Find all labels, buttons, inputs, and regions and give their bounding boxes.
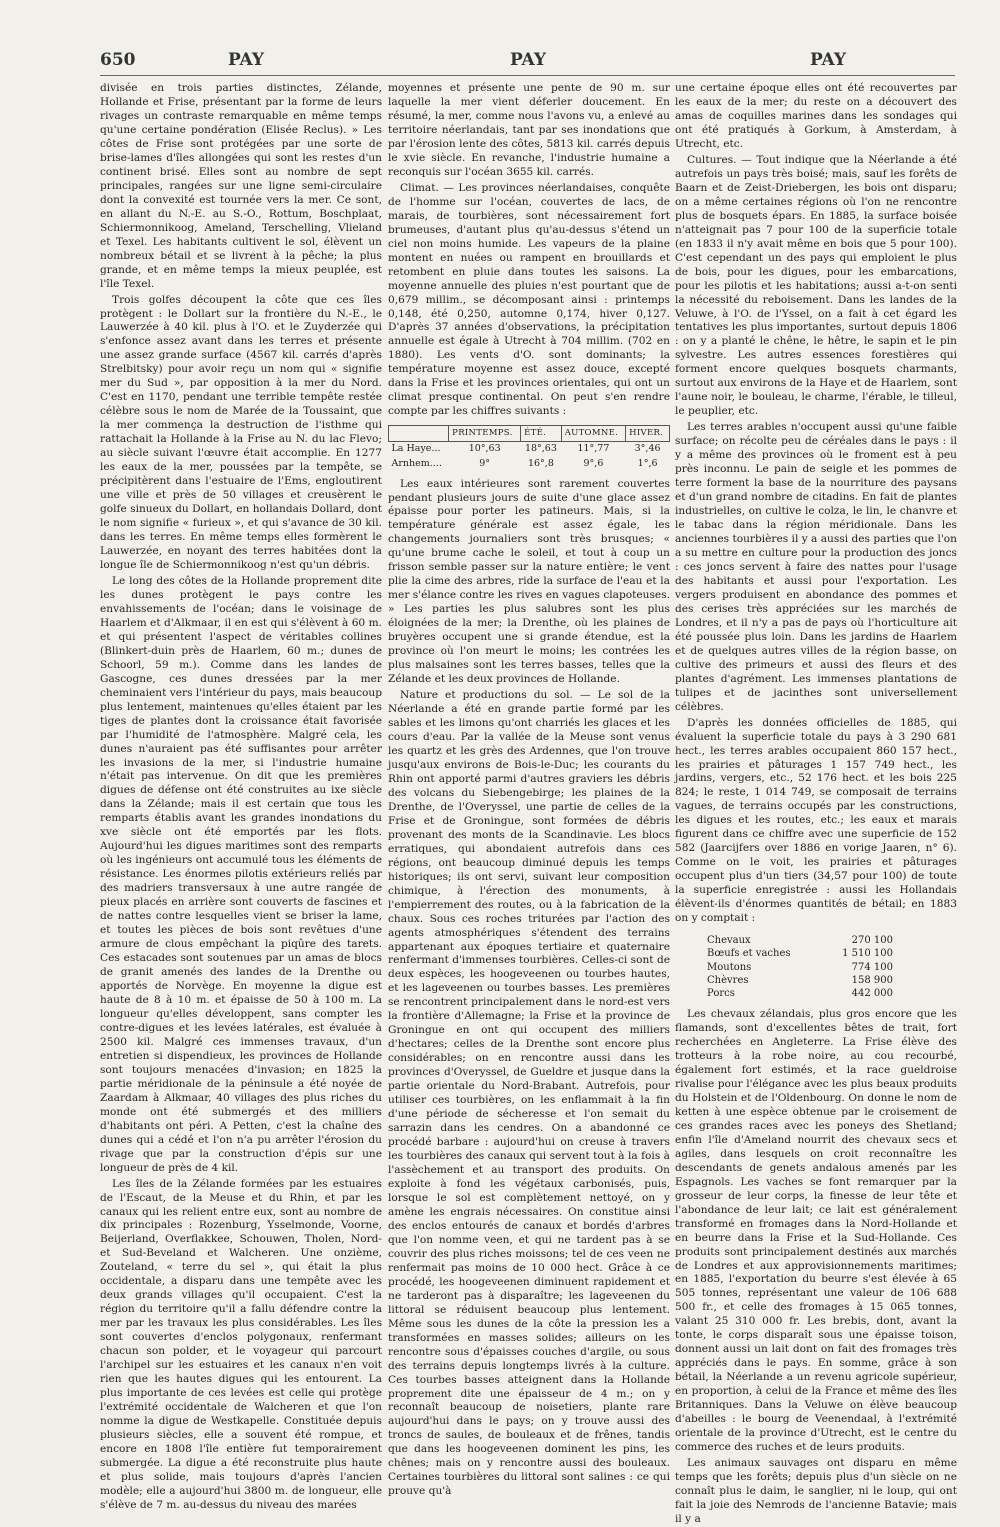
column-center <box>388 82 670 1498</box>
table-row <box>705 934 895 947</box>
running-head-center: PAY <box>510 50 547 70</box>
paragraph: Cultures. — Tout indique que la Néerlande a été autrefois un pays très boisé; mais, sauf les forêts de Baarn et de Zeist-Driebergen, les bois ont disparu; on a même certaines régions où l'on ne rencontre plus de bosquets épars. En 1885, la surface boisée n'atteignait pas 7 pour 100 de la superficie totale (en 1833 il n'y avait même en bois que 5 pour 100). C'est cependant un des pays qui emploient le plus de bois, pour les digues, pour les embarcations, pour les pilotis et les habitations; aussi a-t-on senti la nécessité du reboisement. Dans les landes de la Veluwe, à l'O. de l'Yssel, on a fait à cet égard les tentatives les plus importantes, surtout depuis 1806 : on y a planté le chêne, le hêtre, le sapin et le pin sylvestre. Les autres essences forestières qui forment encore quelques bosquets charmants, surtout aux environs de la Haye et de Haarlem, sont l'aune noir, le bouleau, le charme, l'érable, le tilleul, le peuplier, etc. <box>675 153 957 418</box>
paragraph: moyennes et présente une pente de 90 m. sur laquelle la mer vient déferler doucement. En résumé, la mer, comme nous l'avons vu, a enlevé au territoire néerlandais, tant par ses inondations que par l'érosion lente des côtes, 5813 kil. carrés depuis le xvie siècle. En revanche, l'industrie humaine a reconquis sur l'océan 3655 kil. carrés. <box>388 82 670 178</box>
table-header-cell: PRINTEMPS. <box>449 426 521 442</box>
column-right <box>675 82 957 1525</box>
temperature-table <box>388 425 670 471</box>
table-cell: Bœufs et vaches <box>707 948 791 960</box>
paragraph: Climat. — Les provinces néerlandaises, conquête de l'homme sur l'océan, couvertes de lacs, de marais, de tourbières, sont nécessairement fort brumeuses, d'autant plus qu'au-dessus s'étend un ciel non moins humide. Les vapeurs de la plaine montent en nuées ou rampent en brouillards et retombent en pluie dans toutes les saisons. La moyenne annuelle des pluies n'est pourtant que de 0,679 millim., se décomposant ainsi : printemps 0,148, été 0,250, automne 0,174, hiver 0,127. D'après 37 années d'observations, la précipitation annuelle est égale à Utrecht à 704 millim. (702 en 1880). Les vents d'O. sont dominants; la température moyenne est assez douce, excepté dans la Frise et les provinces orientales, qui ont un climat presque continental. On peut s'en rendre compte par les chiffres suivants : <box>388 181 670 418</box>
paragraph: divisée en trois parties distinctes, Zélande, Hollande et Frise, présentant par la forme de leurs rivages un contraste remarquable en même temps qu'une certaine pondération (Elisée Reclus). » Les côtes de Frise sont protégées par une sorte de brise-lames d'îles allongées qui sont les restes d'un continent brisé. Elles sont au nombre de sept principales, rangées sur une ligne semi-circulaire dont la convexité est tournée vers la mer. Ce sont, en allant du N.-E. au S.-O., Rottum, Boschplaat, Schiermonnikoog, Ameland, Terschelling, Vlieland et Texel. Les habitants cultivent le sol, élèvent un nombreux bétail et se livrent à la pêche; la plus grande, et en même temps la mieux peuplée, est l'île Texel. <box>100 82 382 290</box>
table-header-cell: HIVER. <box>626 426 670 442</box>
livestock-table <box>705 934 895 1000</box>
table-cell: Arnhem.... <box>391 458 442 469</box>
table-cell: 11°,77 <box>577 443 610 455</box>
table-cell: La Haye... <box>391 443 441 455</box>
table-cell: 16°,8 <box>527 458 554 469</box>
running-head-left: PAY <box>228 50 265 70</box>
paragraph: une certaine époque elles ont été recouvertes par les eaux de la mer; du reste on a découvert des amas de coquilles marines dans les sondages qui ont été pratiqués à Gorkum, à Amsterdam, à Utrecht, etc. <box>675 82 957 150</box>
paragraph: Les îles de la Zélande formées par les estuaires de l'Escaut, de la Meuse et du Rhin, et par les canaux qui les relient entre eux, sont au nombre de dix principales : Rozenburg, Ysselmonde, Voorne, Beijerland, Overflakkee, Schouwen, Tholen, Nord- et Sud-Beveland et Walcheren. Une onzième, Zouteland, « terre du sel », qui était la plus occidentale, a disparu dans une tempête avec les deux grands villages qu'il occupaient. C'est la région du territoire qu'il a fallu défendre contre la mer par les travaux les plus considérables. Les îles sont couvertes d'enclos polygonaux, renfermant chacun son polder, et le voyageur qui parcourt l'archipel sur les estuaires et les canaux n'en voit rien que les hautes digues qui les entourent. La plus importante de ces levées est celle qui protège l'extrémité occidentale de Walcheren et que l'on nomme la digue de Westkapelle. Constituée depuis plusieurs siècles, elle a souvent été rompue, et encore en 1808 l'île entière fut temporairement submergée. La digue a été reconstruite plus haute et plus solide, mais toujours d'après l'ancien modèle; elle a aujourd'hui 3800 m. de longueur, elle s'élève de 7 m. au-dessus du niveau des marées <box>100 1177 382 1511</box>
paragraph: Les chevaux zélandais, plus gros encore que les flamands, sont d'excellentes bêtes de trait, fort recherchées en Angleterre. La Frise élève des trotteurs à la robe noire, au cou recourbé, également fort estimés, et la race gueldroise rivalise pour l'élégance avec les plus beaux produits du Holstein et de l'Oldenbourg. On donne le nom de ketten à une espèce obtenue par le croisement de ces grandes races avec les poneys des Shetland; enfin l'île d'Ameland nourrit des chevaux secs et agiles, dans lesquels on croit reconnaître les descendants de genets andalous amenés par les Espagnols. Les vaches se font remarquer par la grosseur de leur corps, la finesse de leur tête et l'abondance de leur lait; ce lait est généralement transformé en fromages dans la Nord-Hollande et en beurre dans la Frise et la Sud-Hollande. Ces produits sont principalement destinés aux marchés de Londres et aux approvisionnements maritimes; en 1885, l'exportation du beurre s'est élevée à 65 505 tonnes, représentant une valeur de 106 688 500 fr., et celle des fromages à 15 065 tonnes, valant 25 310 000 fr. Les brebis, dont, avant la tonte, le corps disparaît sous une épaisse toison, donnent aussi un lait dont on fait des fromages très appréciés dans le pays. En somme, grâce à son bétail, la Néerlande a un revenu agricole supérieur, en proportion, à celui de la France et même des îles Britanniques. Dans la Veluwe on élève beaucoup d'abeilles : le bourg de Veenendaal, à l'extrémité orientale de la province d'Utrecht, est le centre du commerce des ruches et de leurs produits. <box>675 1008 957 1454</box>
table-cell: 3°,46 <box>634 443 661 455</box>
running-head-right: PAY <box>810 50 847 70</box>
paragraph: Les terres arables n'occupent aussi qu'une faible surface; on récolte peu de céréales dans le pays : il y a même des provinces où le froment est à peu près inconnu. Le pain de seigle et les pommes de terre forment la base de la nourriture des paysans et d'un grand nombre de citadins. En fait de plantes industrielles, on cultive le colza, le lin, le chanvre et le tabac dans la région méridionale. Dans les anciennes tourbières il y a aussi des parties que l'on a su mettre en culture pour la production des joncs : ces joncs servent à faire des nattes pour l'usage des habitants et aussi pour l'exportation. Les vergers produisent en abondance des pommes et des cerises très appréciées sur les marchés de Londres, et il n'y a pas de pays où l'horticulture ait été poussée plus loin. Dans les jardins de Haarlem et de quelques autres villes de la région basse, on cultive des primeurs et aussi des fleurs et des plantes d'agrément. Les immenses plantations de tulipes et de jacinthes sont universellement célèbres. <box>675 421 957 713</box>
table-cell: 270 100 <box>851 935 893 947</box>
table-cell: 9°,6 <box>583 458 604 469</box>
paragraph: D'après les données officielles de 1885, qui évaluent la superficie totale du pays à 3 290 681 hect., les terres arables occupaient 860 157 hect., les prairies et pâturages 1 157 749 hect., les jardins, vergers, etc., 52 176 hect. et les bois 225 824; le reste, 1 014 749, se composait de terrains vagues, de terrains occupés par les constructions, les digues et les routes, etc.; les eaux et marais figurent dans ce chiffre avec une superficie de 152 582 (Jaarcijfers over 1886 en vorige Jaaren, n° 6). Comme on le voit, les prairies et pâturages occupent plus d'un tiers (34,57 pour 100) de toute la superficie enregistrée : aussi les Hollandais élèvent-ils d'énormes quantités de bétail; en 1883 on y comptait : <box>675 716 957 925</box>
table-header-cell: ÉTÉ. <box>521 426 562 442</box>
table-row <box>389 457 670 472</box>
table-cell: 10°,63 <box>468 443 501 455</box>
table-row <box>705 987 895 1000</box>
table-header-cell <box>389 426 449 442</box>
paragraph: Les eaux intérieures sont rarement couvertes pendant plusieurs jours de suite d'une glace assez épaisse pour porter les patineurs. Mais, si la température générale est assez égale, les changements journaliers sont très brusques; « qu'une brume cache le soleil, et tout à coup un frisson semble passer sur la nature entière; le vent plie la cime des arbres, ride la surface de l'eau et la mer s'élance contre les rives en vagues clapoteuses. » Les parties les plus salubres sont les plus éloignées de la mer; la Drenthe, où les plaines de bruyères occupent une si grande étendue, est la province où l'on meurt le moins; les contrées les plus malsaines sont les terres basses, telles que la Zélande et les deux provinces de Hollande. <box>388 477 670 686</box>
table-row <box>705 974 895 987</box>
paragraph: Le long des côtes de la Hollande proprement dite les dunes protègent le pays contre les envahissements de l'océan; dans le voisinage de Haarlem et d'Alkmaar, il en est qui s'élèvent à 60 m. et qui présentent l'aspect de véritables collines (Blinkert-duin près de Haarlem, 60 m.; dunes de Schoorl, 59 m.). Comme dans les landes de Gascogne, ces dunes dressées par la mer cheminaient vers l'intérieur du pays, mais beaucoup plus lentement, maintenues qu'elles étaient par les tiges de plantes dont la croissance était favorisée par l'humidité de l'atmosphère. Malgré cela, les dunes n'auraient pas été suffisantes pour arrêter les invasions de la mer, si l'industrie humaine n'était pas intervenue. On dit que les premières digues de défense ont été construites au ixe siècle dans la Zélande; mais il est certain que tous les remparts établis avant les grandes inondations du xve siècle ont été emportés par les flots. Aujourd'hui les digues maritimes sont des remparts où les ingénieurs ont accumulé tous les éléments de résistance. Les énormes pilotis extérieurs reliés par des madriers transversaux à une autre rangée de pieux placés en arrière sont couverts de fascines et de nattes contre lesquelles vient se briser la lame, et toutes les pièces de bois sont revêtues d'une armure de clous empêchant la piqûre des tarets. Ces estacades sont soutenues par un amas de blocs de granit amenés des landes de la Drenthe ou apportés de Norvège. En moyenne la digue est haute de 8 à 10 m. et épaisse de 50 à 100 m. La longueur qu'elles développent, sans compter les contre-digues et les levées latérales, est évaluée à 2500 kil. Malgré ces immenses travaux, d'un entretien si dispendieux, les provinces de Hollande sont toujours menacées d'invasion; en 1825 la partie méridionale de la péninsule a été noyée de Zaardam à Alkmaar, 40 villages des plus riches du monde ont été submergés et des milliers d'habitants ont péri. A Petten, c'est la chaîne des dunes qui a cédé et l'on n'a pu arrêter l'érosion du rivage que par la construction d'épis sur une longueur de près de 4 kil. <box>100 574 382 1174</box>
header-rule <box>100 75 955 76</box>
table-row <box>705 947 895 960</box>
column-left <box>100 82 382 1511</box>
table-header-row <box>389 426 670 442</box>
table-row <box>705 961 895 974</box>
table-cell: 774 100 <box>851 961 893 973</box>
table-cell: Chèvres <box>707 974 749 986</box>
table-row <box>389 442 670 457</box>
table-cell: 158 900 <box>851 974 893 986</box>
table-cell: Chevaux <box>707 935 751 947</box>
paragraph: Trois golfes découpent la côte que ces îles protègent : le Dollart sur la frontière du N.-E., le Lauwerzée à 40 kil. plus à l'O. et le Zuyderzée qui s'enfonce assez avant dans les terres et présente une assez grande surface (4567 kil. carrés d'après Strelbitsky) pour avoir reçu un nom qui « signifie mer du Sud », par opposition à la mer du Nord. C'est en 1170, pendant une terrible tempête restée célèbre sous le nom de Marée de la Toussaint, que la mer commença la destruction de l'isthme qui rattachait la Hollande à la Frise au N. du lac Flevo; au siècle suivant l'œuvre était accomplie. En 1277 les eaux de la mer, poussées par la tempête, se précipitèrent dans l'estuaire de l'Ems, engloutirent une ville et près de 50 villages et creusèrent le golfe sinueux du Dollart, en hollandais Dollard, dont le nom signifie « furieux », et qui s'avance de 30 kil. dans les terres. En même temps elles formèrent le Lauwerzée, en noyant des terres habitées dont la longue île de Schiermonnikoog n'est qu'un débris. <box>100 293 382 571</box>
table-cell: 18°,63 <box>524 443 557 455</box>
page-number: 650 <box>100 50 136 70</box>
table-cell: 442 000 <box>851 987 893 999</box>
table-cell: Porcs <box>707 987 735 999</box>
paragraph: Nature et productions du sol. — Le sol de la Néerlande a été en grande partie formé par les sables et les limons qu'ont charriés les glaces et les cours d'eau. Par la vallée de la Meuse sont venus les quartz et les grès des Ardennes, que l'on trouve jusqu'aux environs de Bois-le-Duc; les courants du Rhin ont apporté parmi d'autres graviers les débris des volcans du Siebengebirge; les plaines de la Drenthe, de l'Overyssel, une partie de celles de la Frise et de Groningue, sont formées de débris provenant des monts de la Scandinavie. Les blocs erratiques, qui abondaient autrefois dans ces régions, ont beaucoup diminué depuis les temps historiques; ils ont servi, suivant leur composition chimique, à l'érection des monuments, à l'empierrement des routes, ou à la fabrication de la chaux. Sous ces roches triturées par l'action des agents atmosphériques s'étendent des terrains appartenant aux époques tertiaire et quaternaire renfermant d'immenses tourbières. Celles-ci sont de deux espèces, les hoogeveenen ou tourbes hautes, et les lageveenen ou tourbes basses. Les premières se rencontrent principalement dans le nord-est vers la frontière d'Allemagne; la Frise et la province de Groningue en ont qui occupent des milliers d'hectares; celles de la Drenthe sont encore plus considérables; on en rencontre aussi dans les provinces d'Overyssel, de Gueldre et jusque dans la partie orientale du Nord-Brabant. Autrefois, pour utiliser ces tourbières, on les enflammait à la fin d'une période de sécheresse et l'on semait du sarrazin dans les cendres. On a abandonné ce procédé barbare : aujourd'hui on creuse à travers les tourbières des canaux qui servent tout à la fois à l'assèchement et au transport des produits. On exploite à fond les végétaux carbonisés, puis, lorsque le sol est complètement nettoyé, on y amène les engrais nécessaires. On constitue ainsi des enclos entourés de canaux et bordés d'arbres que l'on nomme veen, et qui ne tardent pas à se couvrir des plus riches moissons; tel de ces veen ne renfermait pas moins de 10 000 hect. Grâce à ce procédé, les hoogeveenen diminuent rapidement et ne tarderont pas à disparaître; les lageveenen du littoral se réduisent beaucoup plus lentement. Même sous les dunes de la côte la pression les a transformées en masses solides; ailleurs on les rencontre sous d'épaisses couches d'argile, ou sous des terrains depuis longtemps livrés à la culture. Ces tourbes basses atteignent dans la Hollande proprement dite une épaisseur de 4 m.; on y reconnaît beaucoup de noisetiers, plante rare aujourd'hui dans le pays; on y trouve aussi des troncs de saules, de bouleaux et de frênes, tandis que dans les hoogeveenen dominent les pins, les chênes; mais on y rencontre aussi des bouleaux. Certaines tourbières du littoral sont salines : ce qui prouve qu'à <box>388 689 670 1498</box>
table-header-cell: AUTOMNE. <box>561 426 625 442</box>
table-cell: Moutons <box>707 961 752 973</box>
table-cell: 9° <box>479 458 491 469</box>
table-cell: 1°,6 <box>637 458 658 469</box>
table-cell: 1 510 100 <box>842 948 893 960</box>
paragraph: Les animaux sauvages ont disparu en même temps que les forêts; depuis plus d'un siècle on ne connaît plus le daim, le sanglier, ni le loup, qui ont fait la joie des Nemrods de l'ancienne Batavie; mais il y a <box>675 1457 957 1525</box>
